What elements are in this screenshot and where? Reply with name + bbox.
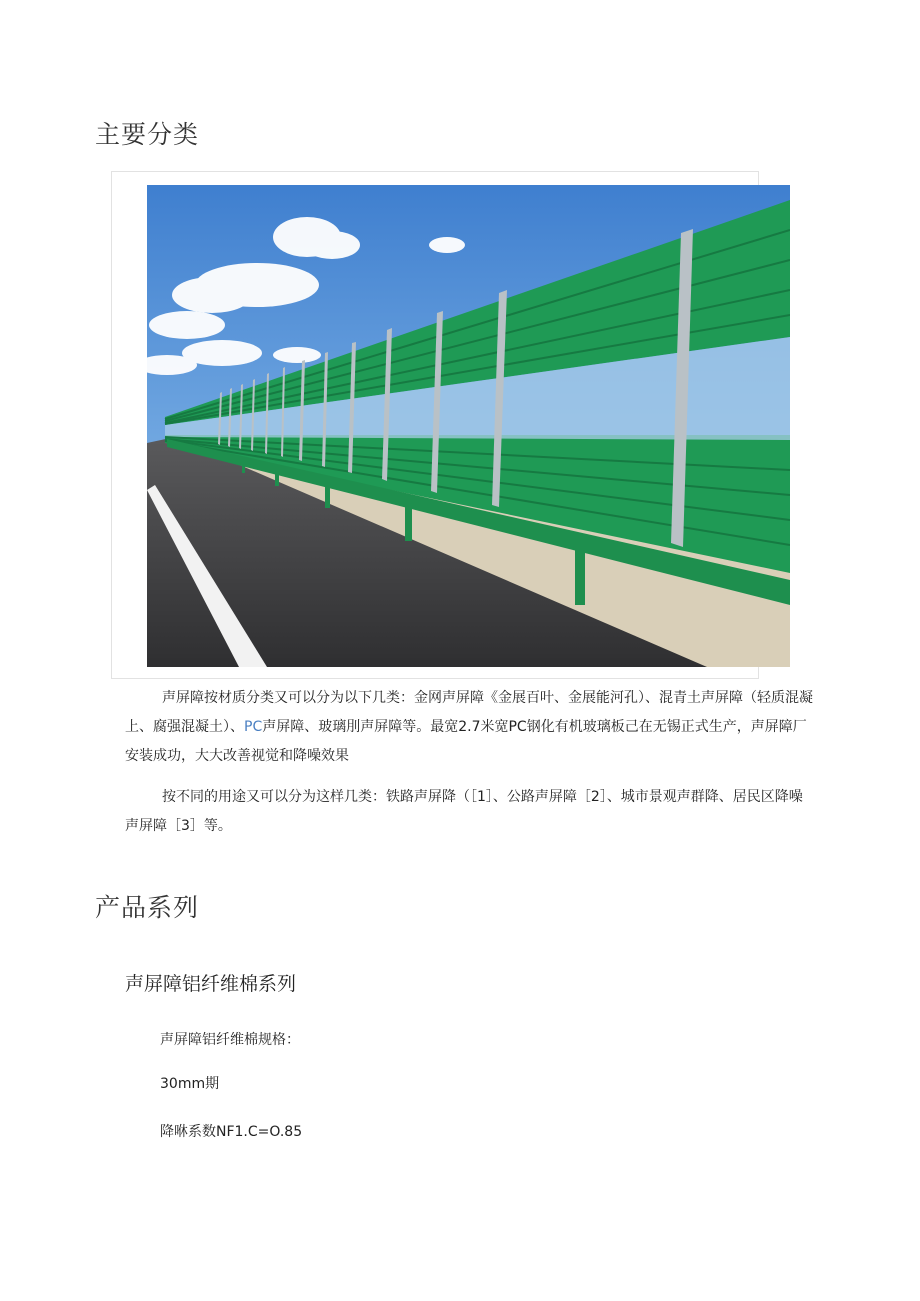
material-text-part1: 声屏障按材质分类又可以分为以下几类：金网声屏障《金展百叶、金展能河孔）、混青土声屏障（轻质混凝上、腐强混凝土）、 [125, 690, 813, 735]
spec-line-1: 声屏障铝纤维棉规格： [160, 1032, 300, 1048]
section-title-classification: 主要分类 [95, 120, 200, 149]
figure-frame [111, 171, 759, 679]
series-title: 声屏障铝纤维棉系列 [125, 973, 297, 995]
usage-classification-paragraph: 按不同的用途又可以分为这样几类：铁路声屏降（［1］、公路声屏障［2］、城市景观声群降、居民区降噪声屏障［3］等。 [125, 789, 803, 834]
material-text-part2: 声屏障、玻璃刖声屏障等。最宽2.7米宽PC钢化有机玻璃板己在无锡正式生产，声屏障厂安装成功，大大改善视觉和降噪效果 [125, 719, 807, 764]
material-classification-paragraph [125, 684, 815, 771]
highway-noise-barrier-photo [147, 185, 790, 667]
section-title-products: 产品系列 [95, 893, 200, 922]
pc-highlight: PC [244, 719, 263, 735]
spec-line-3: 降咻系数NF1.C=O.85 [160, 1124, 303, 1140]
spec-line-2: 30mm期 [160, 1076, 220, 1092]
